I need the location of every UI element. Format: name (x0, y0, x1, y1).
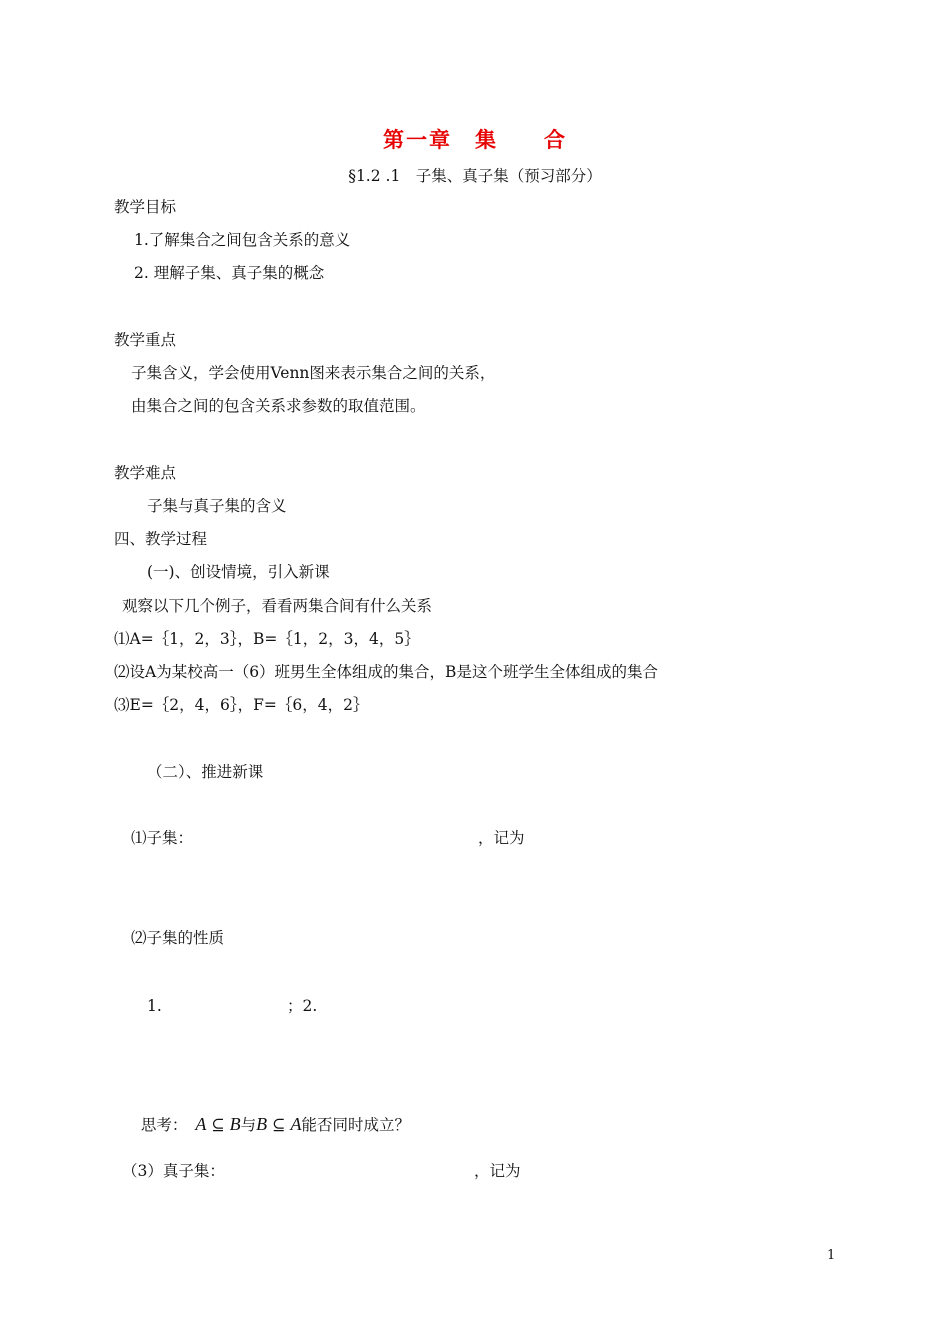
math-var-a: A (195, 1114, 207, 1134)
observe-line: 观察以下几个例子，看看两集合间有什么关系 (122, 597, 433, 615)
proper-subset-note: ，记为 (474, 1162, 521, 1180)
objective-item-2: 2. 理解子集、真子集的概念 (134, 264, 325, 282)
subseteq-symbol: ⊆ (211, 1115, 225, 1134)
math-var-b-2: B (256, 1114, 268, 1134)
page-number: 1 (827, 1248, 836, 1263)
section-subtitle: §1.2 .1 子集、真子集（预习部分） (348, 167, 602, 185)
key-point-line-1: 子集含义，学会使用Venn图来表示集合之间的关系， (131, 364, 496, 382)
subseteq-symbol-2: ⊆ (272, 1115, 286, 1134)
process-part-1: (一)、创设情境，引入新课 (147, 563, 330, 581)
key-point-line-2: 由集合之间的包含关系求参数的取值范围。 (131, 397, 426, 415)
example-2: ⑵设A为某校高一（6）班男生全体组成的集合，B是这个班学生全体组成的集合 (114, 663, 658, 681)
math-var-a-2: A (290, 1114, 302, 1134)
process-part-2: （二）、推进新课 (147, 763, 264, 781)
subset-label: ⑴子集： (131, 829, 194, 847)
objectives-heading: 教学目标 (114, 198, 177, 216)
think-prefix: 思考： (140, 1116, 188, 1134)
think-suffix: 能否同时成立？ (301, 1116, 410, 1134)
objective-item-1: 1.了解集合之间包含关系的意义 (134, 231, 351, 249)
key-points-heading: 教学重点 (114, 331, 177, 349)
difficulties-heading: 教学难点 (114, 464, 177, 482)
property-item-1: 1. (147, 997, 162, 1015)
process-heading: 四、教学过程 (114, 530, 208, 548)
think-and: 与 (240, 1116, 257, 1134)
property-item-2: ；2. (287, 997, 318, 1015)
think-question (131, 1094, 410, 1135)
difficulties-line: 子集与真子集的含义 (147, 497, 287, 515)
example-1: ⑴A=｛1，2，3｝，B=｛1，2，3，4，5｝ (114, 630, 420, 648)
chapter-title: 第一章 集 合 (383, 127, 567, 152)
subset-note: ，记为 (478, 829, 525, 847)
example-3: ⑶E=｛2，4，6｝，F=｛6，4，2｝ (114, 696, 369, 714)
proper-subset-label: （3）真子集： (122, 1162, 225, 1180)
math-var-b: B (229, 1114, 241, 1134)
properties-label: ⑵子集的性质 (131, 929, 225, 947)
